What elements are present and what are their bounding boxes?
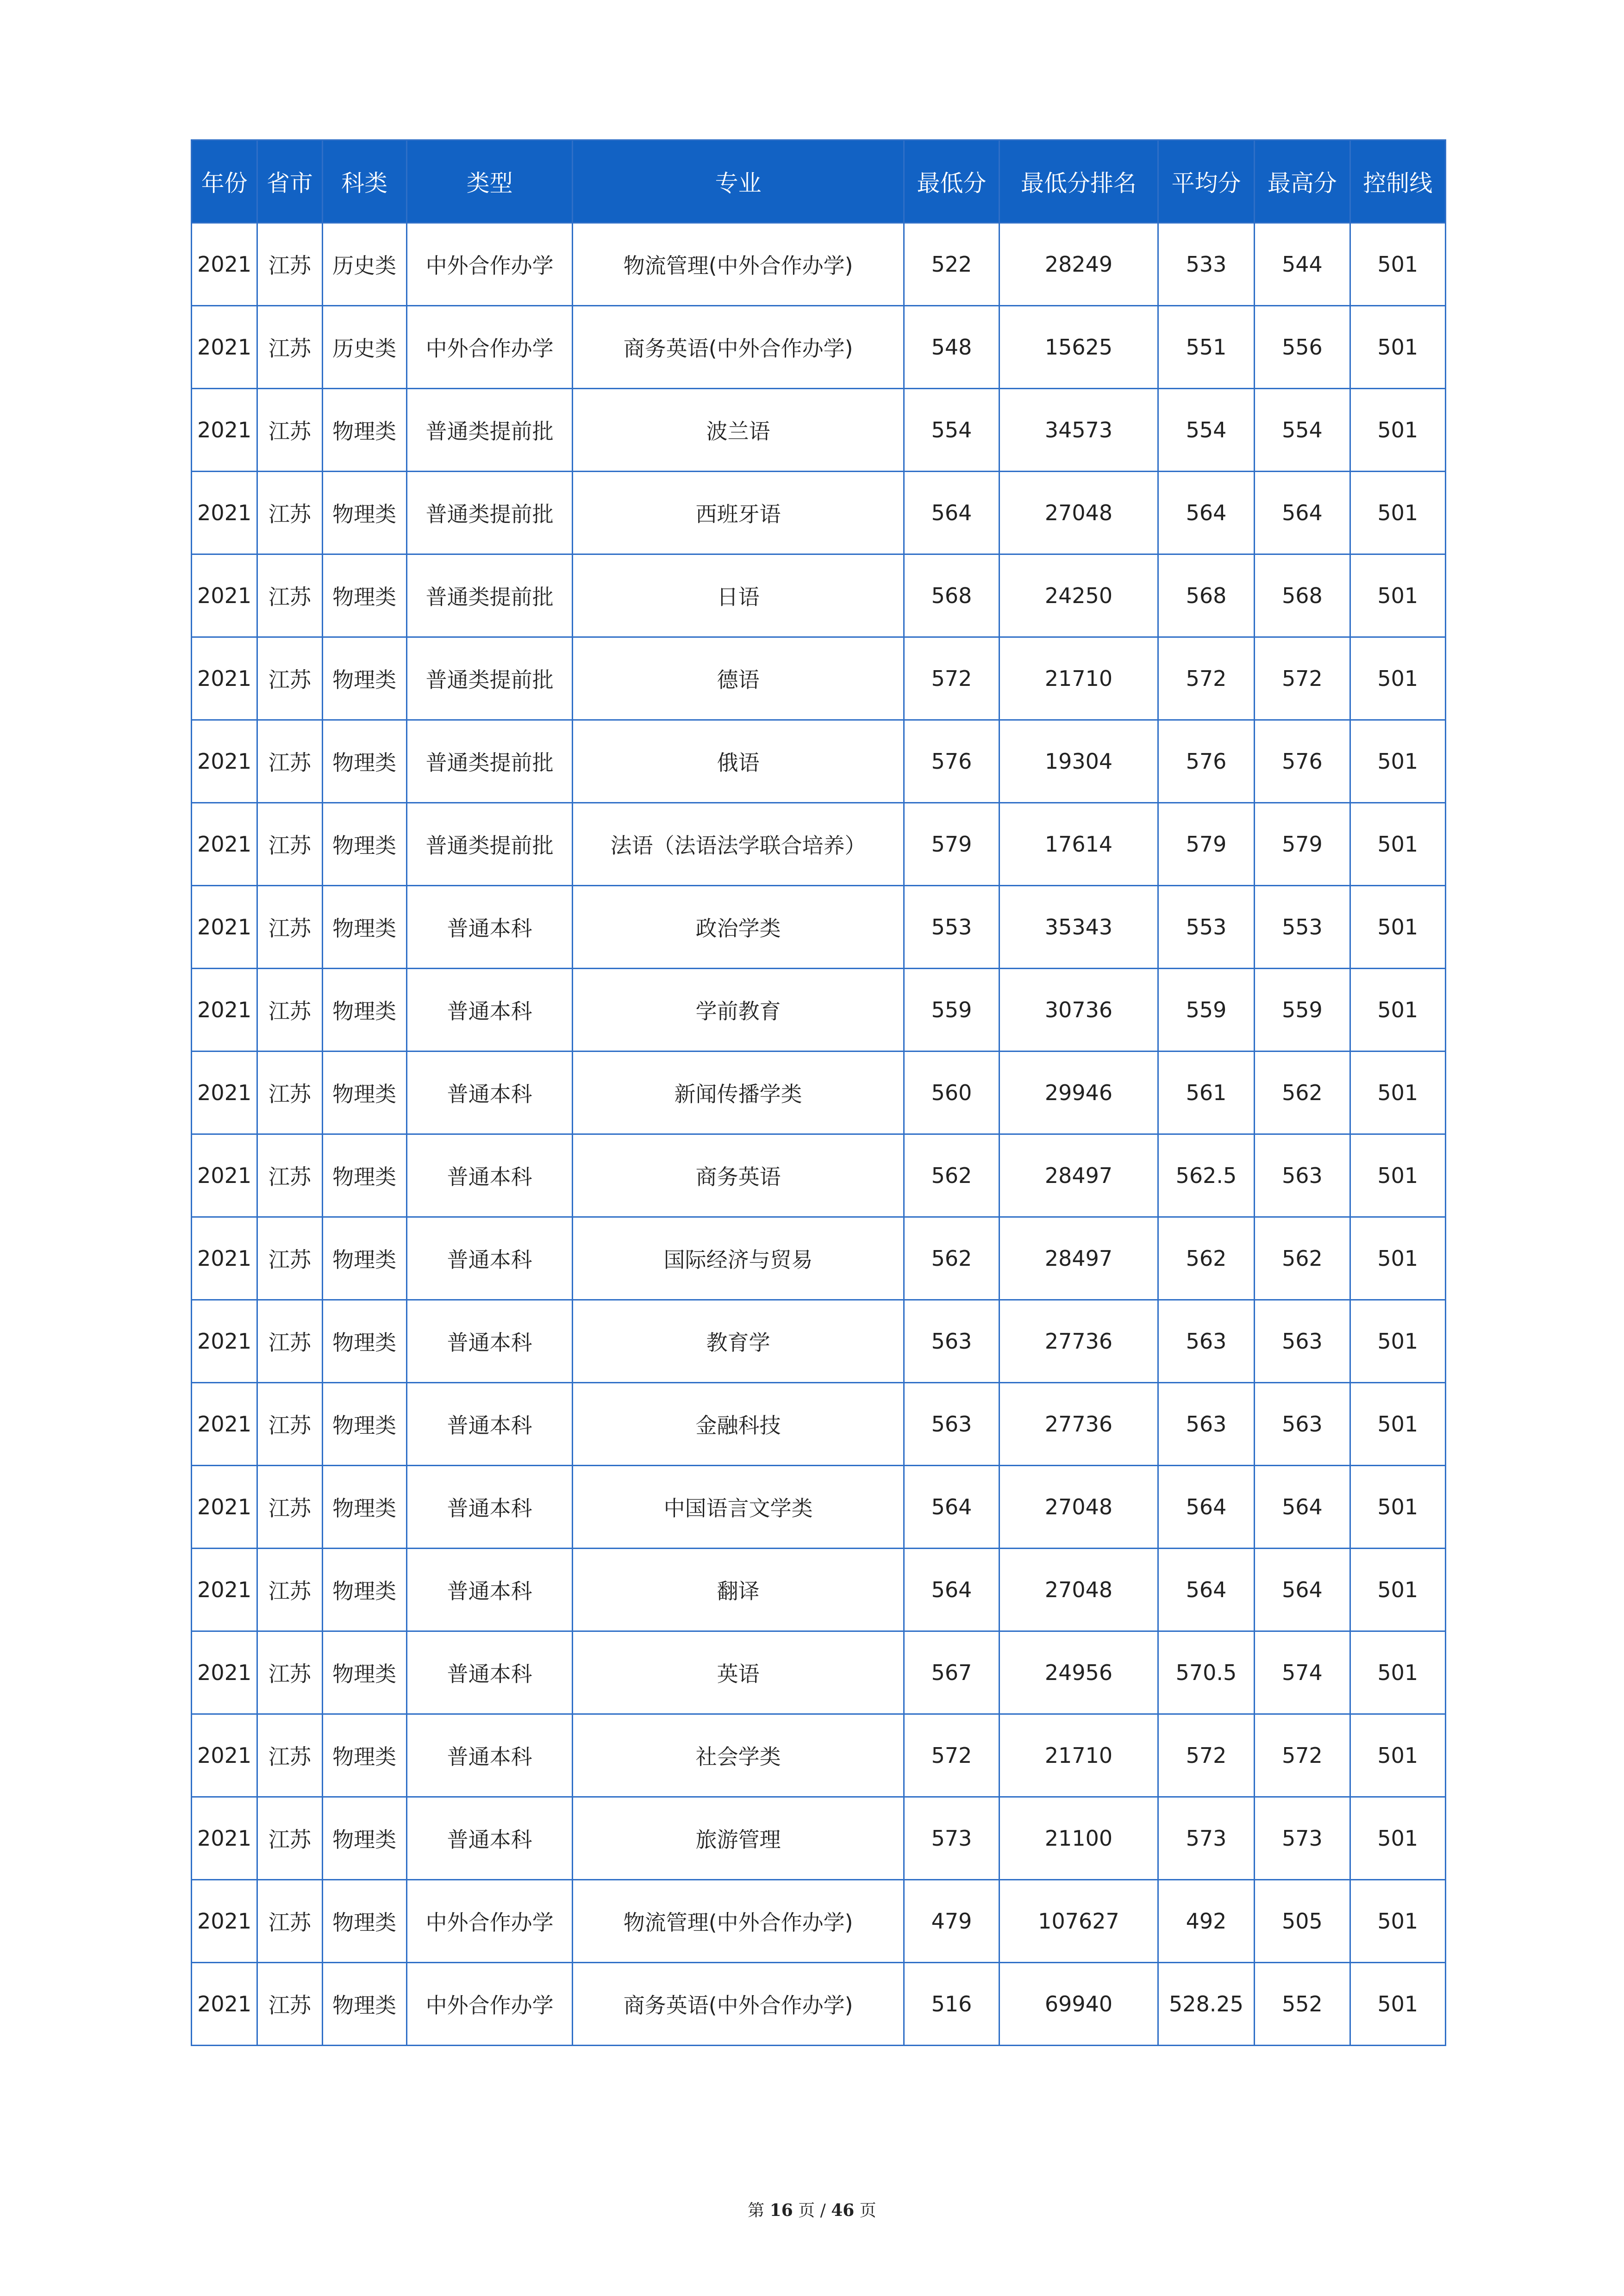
cell-max-score: 563 <box>1255 1383 1350 1466</box>
table-header <box>192 140 1446 223</box>
footer-prefix: 第 <box>748 2201 765 2220</box>
cell-type: 中外合作办学 <box>406 306 573 389</box>
cell-subject-category: 物理类 <box>322 554 406 637</box>
cell-province: 江苏 <box>257 969 322 1052</box>
cell-type: 普通本科 <box>406 1714 573 1797</box>
cell-subject-category: 历史类 <box>322 223 406 306</box>
cell-province: 江苏 <box>257 1052 322 1134</box>
cell-subject-category: 物理类 <box>322 1797 406 1880</box>
cell-control-line: 501 <box>1350 223 1445 306</box>
cell-max-score: 562 <box>1255 1217 1350 1300</box>
cell-avg-score: 559 <box>1158 969 1254 1052</box>
cell-max-score: 568 <box>1255 554 1350 637</box>
cell-min-score: 572 <box>904 637 999 720</box>
cell-avg-score: 551 <box>1158 306 1254 389</box>
cell-min-score-rank: 17614 <box>999 803 1158 886</box>
cell-avg-score: 528.25 <box>1158 1963 1254 2046</box>
cell-avg-score: 562.5 <box>1158 1134 1254 1217</box>
cell-year: 2021 <box>192 223 257 306</box>
cell-province: 江苏 <box>257 886 322 969</box>
cell-control-line: 501 <box>1350 1217 1445 1300</box>
header-min-score-rank: 最低分排名 <box>999 140 1158 223</box>
cell-province: 江苏 <box>257 1631 322 1714</box>
cell-max-score: 559 <box>1255 969 1350 1052</box>
table-row <box>192 1631 1446 1714</box>
table-row <box>192 1217 1446 1300</box>
footer-middle: 页 / <box>798 2201 826 2220</box>
cell-min-score-rank: 27048 <box>999 1466 1158 1549</box>
cell-min-score: 560 <box>904 1052 999 1134</box>
cell-min-score-rank: 27736 <box>999 1383 1158 1466</box>
table-body <box>192 223 1446 2046</box>
table-row <box>192 1797 1446 1880</box>
cell-min-score: 563 <box>904 1383 999 1466</box>
cell-type: 普通本科 <box>406 969 573 1052</box>
cell-min-score: 479 <box>904 1880 999 1963</box>
cell-min-score-rank: 27048 <box>999 472 1158 554</box>
cell-min-score: 564 <box>904 472 999 554</box>
table-row <box>192 1963 1446 2046</box>
cell-type: 普通类提前批 <box>406 720 573 803</box>
cell-min-score: 522 <box>904 223 999 306</box>
table-row <box>192 1714 1446 1797</box>
footer-suffix: 页 <box>859 2201 876 2220</box>
cell-max-score: 563 <box>1255 1134 1350 1217</box>
cell-min-score: 562 <box>904 1217 999 1300</box>
cell-min-score-rank: 34573 <box>999 389 1158 472</box>
table-row <box>192 306 1446 389</box>
cell-max-score: 579 <box>1255 803 1350 886</box>
cell-min-score-rank: 19304 <box>999 720 1158 803</box>
header-row <box>192 140 1446 223</box>
cell-type: 中外合作办学 <box>406 223 573 306</box>
cell-avg-score: 570.5 <box>1158 1631 1254 1714</box>
cell-province: 江苏 <box>257 389 322 472</box>
cell-control-line: 501 <box>1350 1631 1445 1714</box>
cell-max-score: 563 <box>1255 1300 1350 1383</box>
cell-type: 中外合作办学 <box>406 1880 573 1963</box>
cell-type: 中外合作办学 <box>406 1963 573 2046</box>
cell-type: 普通本科 <box>406 1797 573 1880</box>
cell-min-score-rank: 28497 <box>999 1217 1158 1300</box>
cell-avg-score: 564 <box>1158 1466 1254 1549</box>
cell-avg-score: 533 <box>1158 223 1254 306</box>
cell-province: 江苏 <box>257 554 322 637</box>
cell-control-line: 501 <box>1350 969 1445 1052</box>
cell-control-line: 501 <box>1350 1880 1445 1963</box>
table-row <box>192 1300 1446 1383</box>
cell-control-line: 501 <box>1350 1134 1445 1217</box>
cell-major: 商务英语(中外合作办学) <box>573 1963 904 2046</box>
header-year: 年份 <box>192 140 257 223</box>
table-row <box>192 1880 1446 1963</box>
cell-year: 2021 <box>192 1797 257 1880</box>
cell-province: 江苏 <box>257 1300 322 1383</box>
header-major: 专业 <box>573 140 904 223</box>
cell-type: 普通本科 <box>406 1631 573 1714</box>
cell-major: 翻译 <box>573 1549 904 1631</box>
cell-min-score: 572 <box>904 1714 999 1797</box>
header-control-line: 控制线 <box>1350 140 1445 223</box>
table-row <box>192 1549 1446 1631</box>
cell-min-score-rank: 21100 <box>999 1797 1158 1880</box>
cell-province: 江苏 <box>257 1880 322 1963</box>
page-footer <box>0 2197 1624 2221</box>
cell-major: 政治学类 <box>573 886 904 969</box>
cell-year: 2021 <box>192 1466 257 1549</box>
cell-province: 江苏 <box>257 1549 322 1631</box>
cell-year: 2021 <box>192 1631 257 1714</box>
table-row <box>192 223 1446 306</box>
table-row <box>192 1466 1446 1549</box>
table-row <box>192 1134 1446 1217</box>
cell-major: 中国语言文学类 <box>573 1466 904 1549</box>
cell-year: 2021 <box>192 1052 257 1134</box>
cell-year: 2021 <box>192 306 257 389</box>
cell-max-score: 572 <box>1255 637 1350 720</box>
cell-type: 普通本科 <box>406 1217 573 1300</box>
cell-control-line: 501 <box>1350 637 1445 720</box>
cell-max-score: 576 <box>1255 720 1350 803</box>
footer-total-pages: 46 <box>831 2201 855 2220</box>
cell-year: 2021 <box>192 1549 257 1631</box>
cell-min-score-rank: 35343 <box>999 886 1158 969</box>
cell-min-score-rank: 107627 <box>999 1880 1158 1963</box>
cell-major: 物流管理(中外合作办学) <box>573 1880 904 1963</box>
cell-control-line: 501 <box>1350 1549 1445 1631</box>
cell-control-line: 501 <box>1350 1797 1445 1880</box>
table-row <box>192 969 1446 1052</box>
cell-control-line: 501 <box>1350 1714 1445 1797</box>
cell-subject-category: 历史类 <box>322 306 406 389</box>
cell-min-score-rank: 27736 <box>999 1300 1158 1383</box>
cell-subject-category: 物理类 <box>322 720 406 803</box>
cell-province: 江苏 <box>257 1383 322 1466</box>
cell-control-line: 501 <box>1350 1963 1445 2046</box>
cell-major: 波兰语 <box>573 389 904 472</box>
cell-type: 普通类提前批 <box>406 803 573 886</box>
cell-province: 江苏 <box>257 1714 322 1797</box>
cell-control-line: 501 <box>1350 554 1445 637</box>
cell-min-score: 562 <box>904 1134 999 1217</box>
cell-max-score: 562 <box>1255 1052 1350 1134</box>
cell-year: 2021 <box>192 1383 257 1466</box>
cell-year: 2021 <box>192 1134 257 1217</box>
cell-subject-category: 物理类 <box>322 1134 406 1217</box>
table-row <box>192 637 1446 720</box>
cell-type: 普通本科 <box>406 1383 573 1466</box>
cell-province: 江苏 <box>257 803 322 886</box>
cell-min-score: 554 <box>904 389 999 472</box>
cell-subject-category: 物理类 <box>322 637 406 720</box>
cell-major: 俄语 <box>573 720 904 803</box>
cell-year: 2021 <box>192 637 257 720</box>
cell-min-score-rank: 24956 <box>999 1631 1158 1714</box>
cell-major: 西班牙语 <box>573 472 904 554</box>
cell-type: 普通本科 <box>406 1134 573 1217</box>
header-type: 类型 <box>406 140 573 223</box>
cell-type: 普通本科 <box>406 1300 573 1383</box>
cell-type: 普通类提前批 <box>406 554 573 637</box>
cell-avg-score: 576 <box>1158 720 1254 803</box>
cell-year: 2021 <box>192 389 257 472</box>
cell-major: 金融科技 <box>573 1383 904 1466</box>
cell-max-score: 572 <box>1255 1714 1350 1797</box>
header-min-score: 最低分 <box>904 140 999 223</box>
cell-control-line: 501 <box>1350 803 1445 886</box>
cell-max-score: 505 <box>1255 1880 1350 1963</box>
cell-year: 2021 <box>192 803 257 886</box>
cell-avg-score: 564 <box>1158 472 1254 554</box>
cell-type: 普通本科 <box>406 1052 573 1134</box>
cell-subject-category: 物理类 <box>322 1714 406 1797</box>
cell-subject-category: 物理类 <box>322 1631 406 1714</box>
cell-subject-category: 物理类 <box>322 803 406 886</box>
cell-min-score: 564 <box>904 1466 999 1549</box>
cell-major: 英语 <box>573 1631 904 1714</box>
cell-control-line: 501 <box>1350 389 1445 472</box>
cell-subject-category: 物理类 <box>322 1963 406 2046</box>
cell-year: 2021 <box>192 1714 257 1797</box>
cell-major: 国际经济与贸易 <box>573 1217 904 1300</box>
cell-min-score-rank: 30736 <box>999 969 1158 1052</box>
cell-control-line: 501 <box>1350 720 1445 803</box>
cell-min-score-rank: 15625 <box>999 306 1158 389</box>
cell-year: 2021 <box>192 1300 257 1383</box>
cell-avg-score: 572 <box>1158 637 1254 720</box>
cell-max-score: 573 <box>1255 1797 1350 1880</box>
cell-type: 普通类提前批 <box>406 389 573 472</box>
cell-max-score: 556 <box>1255 306 1350 389</box>
cell-province: 江苏 <box>257 1217 322 1300</box>
cell-province: 江苏 <box>257 637 322 720</box>
cell-control-line: 501 <box>1350 1052 1445 1134</box>
cell-min-score: 568 <box>904 554 999 637</box>
table-row <box>192 472 1446 554</box>
cell-min-score: 567 <box>904 1631 999 1714</box>
cell-subject-category: 物理类 <box>322 969 406 1052</box>
cell-year: 2021 <box>192 720 257 803</box>
cell-max-score: 564 <box>1255 1549 1350 1631</box>
cell-avg-score: 573 <box>1158 1797 1254 1880</box>
cell-major: 商务英语 <box>573 1134 904 1217</box>
table-row <box>192 803 1446 886</box>
cell-max-score: 574 <box>1255 1631 1350 1714</box>
table-row <box>192 720 1446 803</box>
cell-max-score: 552 <box>1255 1963 1350 2046</box>
cell-avg-score: 564 <box>1158 1549 1254 1631</box>
cell-year: 2021 <box>192 1880 257 1963</box>
cell-type: 普通类提前批 <box>406 472 573 554</box>
cell-year: 2021 <box>192 886 257 969</box>
cell-avg-score: 572 <box>1158 1714 1254 1797</box>
table-row <box>192 554 1446 637</box>
cell-control-line: 501 <box>1350 472 1445 554</box>
cell-subject-category: 物理类 <box>322 1383 406 1466</box>
cell-province: 江苏 <box>257 1466 322 1549</box>
cell-subject-category: 物理类 <box>322 1549 406 1631</box>
cell-province: 江苏 <box>257 223 322 306</box>
table-row <box>192 1383 1446 1466</box>
cell-province: 江苏 <box>257 720 322 803</box>
cell-avg-score: 563 <box>1158 1383 1254 1466</box>
header-max-score: 最高分 <box>1255 140 1350 223</box>
cell-avg-score: 492 <box>1158 1880 1254 1963</box>
header-subject-category: 科类 <box>322 140 406 223</box>
cell-control-line: 501 <box>1350 1466 1445 1549</box>
cell-major: 新闻传播学类 <box>573 1052 904 1134</box>
cell-min-score-rank: 24250 <box>999 554 1158 637</box>
cell-subject-category: 物理类 <box>322 1217 406 1300</box>
table-row <box>192 886 1446 969</box>
cell-major: 日语 <box>573 554 904 637</box>
cell-min-score-rank: 21710 <box>999 637 1158 720</box>
cell-type: 普通本科 <box>406 1549 573 1631</box>
cell-control-line: 501 <box>1350 1383 1445 1466</box>
cell-province: 江苏 <box>257 1963 322 2046</box>
cell-major: 社会学类 <box>573 1714 904 1797</box>
header-province: 省市 <box>257 140 322 223</box>
cell-year: 2021 <box>192 1963 257 2046</box>
cell-subject-category: 物理类 <box>322 1052 406 1134</box>
cell-major: 旅游管理 <box>573 1797 904 1880</box>
cell-avg-score: 562 <box>1158 1217 1254 1300</box>
cell-year: 2021 <box>192 1217 257 1300</box>
footer-current-page: 16 <box>769 2201 793 2220</box>
table-row <box>192 1052 1446 1134</box>
cell-major: 学前教育 <box>573 969 904 1052</box>
table-row <box>192 389 1446 472</box>
cell-min-score: 573 <box>904 1797 999 1880</box>
cell-subject-category: 物理类 <box>322 1880 406 1963</box>
cell-avg-score: 554 <box>1158 389 1254 472</box>
cell-min-score-rank: 69940 <box>999 1963 1158 2046</box>
cell-avg-score: 568 <box>1158 554 1254 637</box>
cell-max-score: 564 <box>1255 472 1350 554</box>
cell-avg-score: 553 <box>1158 886 1254 969</box>
cell-min-score: 559 <box>904 969 999 1052</box>
header-avg-score: 平均分 <box>1158 140 1254 223</box>
cell-min-score-rank: 27048 <box>999 1549 1158 1631</box>
cell-max-score: 564 <box>1255 1466 1350 1549</box>
cell-avg-score: 579 <box>1158 803 1254 886</box>
cell-type: 普通本科 <box>406 886 573 969</box>
cell-control-line: 501 <box>1350 1300 1445 1383</box>
cell-type: 普通类提前批 <box>406 637 573 720</box>
cell-min-score-rank: 28497 <box>999 1134 1158 1217</box>
cell-max-score: 554 <box>1255 389 1350 472</box>
cell-subject-category: 物理类 <box>322 1466 406 1549</box>
cell-major: 物流管理(中外合作办学) <box>573 223 904 306</box>
cell-avg-score: 561 <box>1158 1052 1254 1134</box>
cell-province: 江苏 <box>257 1797 322 1880</box>
cell-max-score: 553 <box>1255 886 1350 969</box>
cell-subject-category: 物理类 <box>322 886 406 969</box>
cell-province: 江苏 <box>257 1134 322 1217</box>
cell-min-score: 548 <box>904 306 999 389</box>
admission-score-table <box>191 139 1446 2046</box>
cell-type: 普通本科 <box>406 1466 573 1549</box>
cell-subject-category: 物理类 <box>322 1300 406 1383</box>
cell-province: 江苏 <box>257 306 322 389</box>
cell-min-score: 564 <box>904 1549 999 1631</box>
cell-min-score: 579 <box>904 803 999 886</box>
cell-control-line: 501 <box>1350 886 1445 969</box>
cell-major: 德语 <box>573 637 904 720</box>
cell-major: 法语（法语法学联合培养） <box>573 803 904 886</box>
cell-min-score-rank: 29946 <box>999 1052 1158 1134</box>
cell-min-score-rank: 21710 <box>999 1714 1158 1797</box>
cell-major: 商务英语(中外合作办学) <box>573 306 904 389</box>
cell-min-score: 563 <box>904 1300 999 1383</box>
cell-subject-category: 物理类 <box>322 389 406 472</box>
cell-avg-score: 563 <box>1158 1300 1254 1383</box>
cell-subject-category: 物理类 <box>322 472 406 554</box>
cell-min-score-rank: 28249 <box>999 223 1158 306</box>
cell-max-score: 544 <box>1255 223 1350 306</box>
cell-year: 2021 <box>192 969 257 1052</box>
cell-min-score: 553 <box>904 886 999 969</box>
cell-min-score: 516 <box>904 1963 999 2046</box>
cell-major: 教育学 <box>573 1300 904 1383</box>
cell-year: 2021 <box>192 554 257 637</box>
cell-min-score: 576 <box>904 720 999 803</box>
cell-year: 2021 <box>192 472 257 554</box>
cell-control-line: 501 <box>1350 306 1445 389</box>
cell-province: 江苏 <box>257 472 322 554</box>
